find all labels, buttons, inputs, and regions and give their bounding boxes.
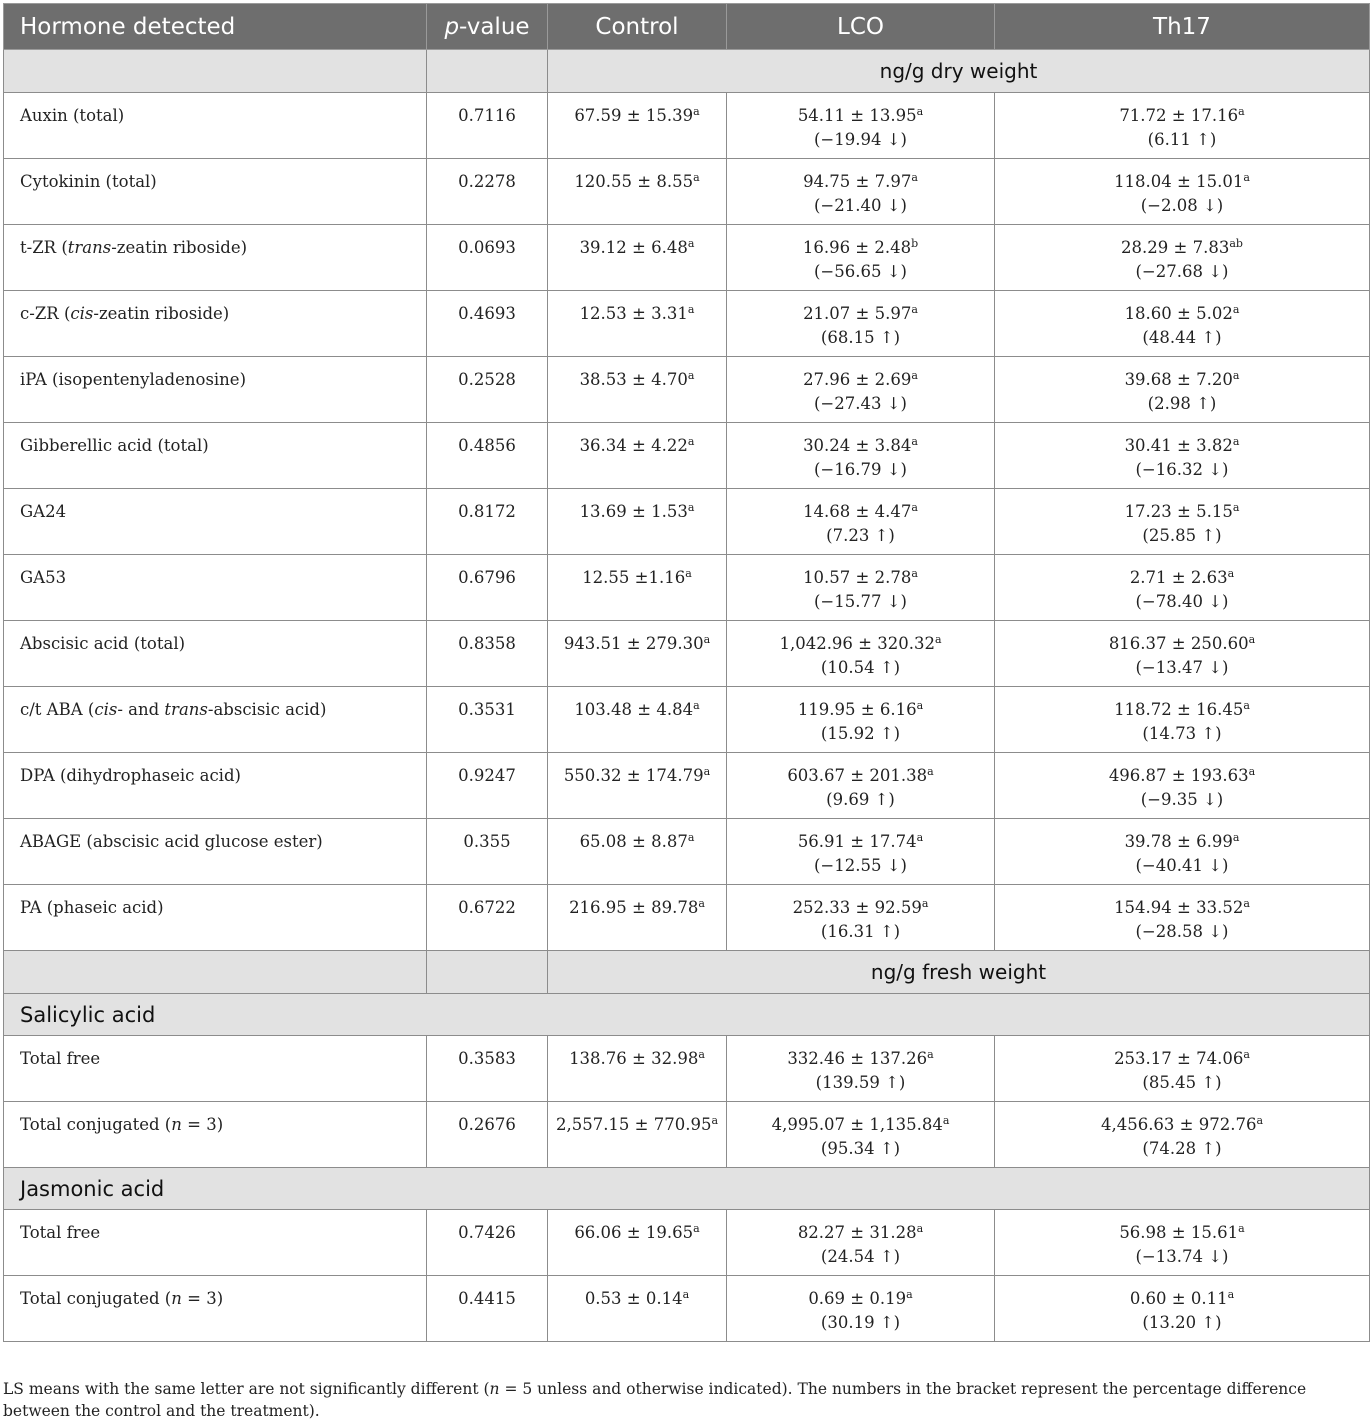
significance-letter: a: [1232, 435, 1240, 448]
p-value-cell: 0.8358: [427, 621, 548, 687]
hormone-name-text: t-ZR (: [20, 238, 68, 257]
lco-cell: [727, 819, 995, 885]
lco-value: 0.69 ± 0.19: [808, 1289, 907, 1308]
footnote-italic: n: [489, 1380, 500, 1398]
p-value-cell: 0.3583: [427, 1036, 548, 1102]
hormone-name: [4, 225, 427, 291]
th17-percent-diff: (25.85 ↑): [1142, 526, 1222, 545]
hormone-name-text: Total free: [20, 1049, 101, 1068]
lco-percent-diff: (−16.79 ↓): [813, 460, 907, 479]
th17-cell: [995, 621, 1370, 687]
hormone-name-text: - and: [117, 700, 165, 719]
p-value-cell: 0.8172: [427, 489, 548, 555]
lco-cell: [727, 1102, 995, 1168]
control-value: 2,557.15 ± 770.95: [555, 1115, 712, 1134]
significance-letter: a: [1256, 1114, 1264, 1127]
section-title: Jasmonic acid: [4, 1168, 1370, 1210]
significance-letter: a: [687, 369, 695, 382]
hormone-name-text: Cytokinin (total): [20, 172, 157, 191]
section-title: Salicylic acid: [4, 994, 1370, 1036]
hormone-table: [3, 3, 1370, 1342]
control-value: 36.34 ± 4.22: [579, 436, 688, 455]
th17-cell: [995, 819, 1370, 885]
control-cell: [548, 93, 727, 159]
lco-value: 54.11 ± 13.95: [797, 106, 917, 125]
hormone-name-italic: cis: [70, 304, 94, 323]
th17-value: 71.72 ± 17.16: [1119, 106, 1239, 125]
significance-letter: a: [698, 897, 705, 910]
header-th17: Th17: [995, 4, 1370, 50]
hormone-name-text: = 3): [181, 1115, 224, 1134]
significance-letter: a: [911, 435, 918, 448]
th17-cell: [995, 159, 1370, 225]
hormone-name: [4, 159, 427, 225]
th17-percent-diff: (13.20 ↑): [1142, 1313, 1222, 1332]
significance-letter: a: [693, 105, 700, 118]
th17-value: 118.72 ± 16.45: [1114, 700, 1244, 719]
significance-letter: a: [1243, 897, 1250, 910]
control-value: 550.32 ± 174.79: [563, 766, 704, 785]
th17-cell: [995, 555, 1370, 621]
lco-cell: [727, 423, 995, 489]
th17-cell: [995, 885, 1370, 951]
lco-cell: [727, 1036, 995, 1102]
control-cell: [548, 753, 727, 819]
lco-cell: [727, 687, 995, 753]
th17-value: 2.71 ± 2.63: [1129, 568, 1228, 587]
control-cell: [548, 1102, 727, 1168]
control-cell: [548, 423, 727, 489]
lco-percent-diff: (139.59 ↑): [815, 1073, 906, 1092]
lco-percent-diff: (7.23 ↑): [826, 526, 895, 545]
table-row: [4, 225, 1370, 291]
hormone-name: [4, 357, 427, 423]
significance-letter: a: [1232, 303, 1240, 316]
th17-value: 118.04 ± 15.01: [1114, 172, 1244, 191]
lco-percent-diff: (24.54 ↑): [820, 1247, 901, 1266]
lco-percent-diff: (−19.94 ↓): [813, 130, 907, 149]
hormone-name: [4, 753, 427, 819]
lco-value: 332.46 ± 137.26: [787, 1049, 928, 1068]
control-cell: [548, 291, 727, 357]
lco-value: 94.75 ± 7.97: [803, 172, 912, 191]
control-value: 66.06 ± 19.65: [574, 1223, 694, 1242]
table-row: [4, 753, 1370, 819]
significance-letter: a: [693, 699, 700, 712]
table-body: [4, 50, 1370, 1342]
th17-value: 253.17 ± 74.06: [1114, 1049, 1244, 1068]
control-cell: [548, 555, 727, 621]
control-cell: [548, 489, 727, 555]
hormone-name-text: Gibberellic acid (total): [20, 436, 209, 455]
significance-letter: a: [934, 633, 942, 646]
th17-percent-diff: (74.28 ↑): [1142, 1139, 1222, 1158]
hormone-name-italic: cis: [94, 700, 118, 719]
lco-cell: [727, 885, 995, 951]
th17-percent-diff: (85.45 ↑): [1142, 1073, 1222, 1092]
significance-letter: a: [916, 699, 924, 712]
header-hormone: Hormone detected: [4, 4, 427, 50]
th17-percent-diff: (−16.32 ↓): [1135, 460, 1229, 479]
hormone-name-text: GA24: [20, 502, 67, 521]
control-value: 65.08 ± 8.87: [579, 832, 688, 851]
lco-value: 10.57 ± 2.78: [803, 568, 912, 587]
unit-blank-cell: [4, 951, 427, 994]
hormone-name-text: ABAGE (abscisic acid glucose ester): [20, 832, 323, 851]
control-value: 120.55 ± 8.55: [574, 172, 694, 191]
unit-blank-cell: [4, 50, 427, 93]
th17-value: 496.87 ± 193.63: [1108, 766, 1249, 785]
significance-letter: a: [698, 1048, 705, 1061]
table-row: [4, 555, 1370, 621]
hormone-name-text: Total free: [20, 1223, 101, 1242]
significance-letter: a: [703, 765, 711, 778]
th17-cell: [995, 1276, 1370, 1342]
control-value: 12.55 ±1.16: [582, 568, 686, 587]
lco-value: 4,995.07 ± 1,135.84: [771, 1115, 943, 1134]
control-value: 13.69 ± 1.53: [579, 502, 688, 521]
control-value: 39.12 ± 6.48: [579, 238, 688, 257]
hormone-name: [4, 423, 427, 489]
table-row: [4, 819, 1370, 885]
th17-percent-diff: (−40.41 ↓): [1135, 856, 1229, 875]
control-value: 216.95 ± 89.78: [569, 898, 699, 917]
significance-letter: a: [687, 831, 695, 844]
control-value: 38.53 ± 4.70: [579, 370, 688, 389]
unit-row: [4, 50, 1370, 93]
significance-letter: a: [687, 501, 695, 514]
hormone-name-text: c-ZR (: [20, 304, 71, 323]
hormone-name-italic: trans: [67, 238, 112, 257]
lco-percent-diff: (30.19 ↑): [820, 1313, 901, 1332]
th17-value: 30.41 ± 3.82: [1124, 436, 1233, 455]
lco-cell: [727, 489, 995, 555]
hormone-name-text: GA53: [20, 568, 67, 587]
significance-letter: a: [906, 1288, 913, 1301]
hormone-name: [4, 489, 427, 555]
table-row: [4, 687, 1370, 753]
header-control: Control: [548, 4, 727, 50]
table-row: [4, 621, 1370, 687]
p-value-cell: 0.355: [427, 819, 548, 885]
significance-letter: a: [682, 1288, 690, 1301]
table-row: [4, 1036, 1370, 1102]
section-row: [4, 1168, 1370, 1210]
th17-percent-diff: (−28.58 ↓): [1135, 922, 1229, 941]
lco-value: 252.33 ± 92.59: [792, 898, 922, 917]
header-lco: LCO: [727, 4, 995, 50]
table-row: [4, 93, 1370, 159]
hormone-name-text: iPA (isopentenyladenosine): [20, 370, 247, 389]
hormone-name: [4, 1102, 427, 1168]
significance-letter: a: [687, 435, 695, 448]
p-value-cell: 0.4856: [427, 423, 548, 489]
significance-letter: b: [911, 237, 919, 250]
significance-letter: a: [1243, 699, 1250, 712]
lco-value: 14.68 ± 4.47: [803, 502, 912, 521]
th17-cell: [995, 423, 1370, 489]
p-value-cell: 0.2676: [427, 1102, 548, 1168]
significance-letter: a: [911, 501, 918, 514]
th17-value: 18.60 ± 5.02: [1124, 304, 1233, 323]
significance-letter: a: [1227, 567, 1235, 580]
lco-cell: [727, 753, 995, 819]
lco-cell: [727, 159, 995, 225]
th17-cell: [995, 93, 1370, 159]
control-value: 138.76 ± 32.98: [569, 1049, 699, 1068]
th17-value: 39.78 ± 6.99: [1124, 832, 1233, 851]
th17-value: 816.37 ± 250.60: [1108, 634, 1249, 653]
lco-value: 16.96 ± 2.48: [802, 238, 912, 257]
significance-letter: a: [1238, 105, 1245, 118]
control-cell: [548, 885, 727, 951]
significance-letter: a: [1248, 765, 1256, 778]
lco-value: 30.24 ± 3.84: [803, 436, 912, 455]
significance-letter: a: [911, 171, 918, 184]
significance-letter: ab: [1229, 237, 1243, 250]
p-value-cell: 0.7116: [427, 93, 548, 159]
significance-letter: a: [1248, 633, 1256, 646]
th17-value: 56.98 ± 15.61: [1119, 1223, 1239, 1242]
significance-letter: a: [711, 1114, 719, 1127]
lco-percent-diff: (16.31 ↑): [820, 922, 901, 941]
control-value: 943.51 ± 279.30: [563, 634, 704, 653]
th17-cell: [995, 489, 1370, 555]
header-row: [4, 4, 1370, 50]
th17-percent-diff: (−2.08 ↓): [1140, 196, 1224, 215]
hormone-name-text: DPA (dihydrophaseic acid): [20, 766, 241, 785]
significance-letter: a: [1238, 1222, 1245, 1235]
hormone-name-text: -abscisic acid): [207, 700, 327, 719]
th17-cell: [995, 225, 1370, 291]
th17-percent-diff: (−78.40 ↓): [1135, 592, 1229, 611]
hormone-name-text: -zeatin riboside): [111, 238, 248, 257]
th17-cell: [995, 291, 1370, 357]
lco-cell: [727, 225, 995, 291]
control-value: 67.59 ± 15.39: [574, 106, 694, 125]
th17-percent-diff: (−27.68 ↓): [1135, 262, 1229, 281]
p-value-cell: 0.2278: [427, 159, 548, 225]
control-cell: [548, 357, 727, 423]
lco-percent-diff: (68.15 ↑): [820, 328, 901, 347]
significance-letter: a: [916, 831, 924, 844]
table-row: [4, 1276, 1370, 1342]
hormone-name-text: PA (phaseic acid): [20, 898, 164, 917]
lco-value: 119.95 ± 6.16: [797, 700, 917, 719]
significance-letter: a: [687, 237, 695, 250]
th17-value: 0.60 ± 0.11: [1129, 1289, 1228, 1308]
control-cell: [548, 819, 727, 885]
hormone-name: [4, 555, 427, 621]
control-cell: [548, 1276, 727, 1342]
lco-cell: [727, 621, 995, 687]
th17-percent-diff: (14.73 ↑): [1142, 724, 1222, 743]
th17-percent-diff: (−13.47 ↓): [1135, 658, 1229, 677]
lco-value: 82.27 ± 31.28: [797, 1223, 917, 1242]
control-value: 103.48 ± 4.84: [574, 700, 694, 719]
lco-percent-diff: (−12.55 ↓): [813, 856, 907, 875]
unit-blank-cell: [427, 951, 548, 994]
significance-letter: a: [693, 1222, 700, 1235]
control-cell: [548, 687, 727, 753]
footnote-text-end: = 5 unless and otherwise indicated). The numbers in the bracket represent the percentage difference between the control and the treatment).: [3, 1380, 1307, 1420]
hormone-name-text: = 3): [181, 1289, 224, 1308]
significance-letter: a: [685, 567, 692, 580]
significance-letter: a: [1227, 1288, 1235, 1301]
hormone-name: [4, 1210, 427, 1276]
th17-cell: [995, 357, 1370, 423]
lco-cell: [727, 357, 995, 423]
table-row: [4, 357, 1370, 423]
header-p-value: p-value: [427, 4, 548, 50]
significance-letter: a: [1243, 171, 1250, 184]
table-footnote: [3, 1378, 1369, 1422]
lco-value: 603.67 ± 201.38: [787, 766, 928, 785]
table-row: [4, 885, 1370, 951]
hormone-name: [4, 1276, 427, 1342]
th17-value: 17.23 ± 5.15: [1124, 502, 1233, 521]
th17-percent-diff: (6.11 ↑): [1147, 130, 1217, 149]
table-row: [4, 1102, 1370, 1168]
lco-cell: [727, 1210, 995, 1276]
th17-value: 4,456.63 ± 972.76: [1100, 1115, 1257, 1134]
significance-letter: a: [1232, 831, 1240, 844]
hormone-name: [4, 1036, 427, 1102]
lco-percent-diff: (9.69 ↑): [826, 790, 895, 809]
control-cell: [548, 621, 727, 687]
p-value-cell: 0.9247: [427, 753, 548, 819]
hormone-name-text: Total conjugated (: [20, 1115, 172, 1134]
p-value-cell: 0.6796: [427, 555, 548, 621]
p-value-cell: 0.4415: [427, 1276, 548, 1342]
significance-letter: a: [942, 1114, 950, 1127]
hormone-name: [4, 291, 427, 357]
table-row: [4, 489, 1370, 555]
p-value-cell: 0.3531: [427, 687, 548, 753]
th17-percent-diff: (48.44 ↑): [1142, 328, 1222, 347]
footnote-text-start: LS means with the same letter are not significantly different (: [3, 1380, 490, 1398]
p-value-cell: 0.0693: [427, 225, 548, 291]
significance-letter: a: [916, 1222, 924, 1235]
th17-cell: [995, 1036, 1370, 1102]
lco-percent-diff: (−21.40 ↓): [813, 196, 907, 215]
hormone-name-text: c/t ABA (: [20, 700, 95, 719]
table-row: [4, 159, 1370, 225]
p-value-cell: 0.4693: [427, 291, 548, 357]
section-row: [4, 994, 1370, 1036]
significance-letter: a: [911, 567, 918, 580]
lco-percent-diff: (15.92 ↑): [820, 724, 901, 743]
significance-letter: a: [693, 171, 700, 184]
p-value-cell: 0.7426: [427, 1210, 548, 1276]
th17-cell: [995, 1102, 1370, 1168]
unit-label: ng/g dry weight: [548, 50, 1370, 93]
hormone-name: [4, 885, 427, 951]
lco-value: 56.91 ± 17.74: [797, 832, 917, 851]
lco-percent-diff: (10.54 ↑): [820, 658, 901, 677]
th17-cell: [995, 687, 1370, 753]
lco-percent-diff: (−56.65 ↓): [813, 262, 907, 281]
control-cell: [548, 1210, 727, 1276]
table-row: [4, 291, 1370, 357]
hormone-name: [4, 687, 427, 753]
control-cell: [548, 1036, 727, 1102]
th17-value: 28.29 ± 7.83: [1121, 238, 1230, 257]
hormone-name-text: Abscisic acid (total): [20, 634, 186, 653]
hormone-name-text: Auxin (total): [20, 106, 125, 125]
lco-value: 21.07 ± 5.97: [803, 304, 912, 323]
significance-letter: a: [911, 369, 918, 382]
unit-blank-cell: [427, 50, 548, 93]
th17-value: 154.94 ± 33.52: [1114, 898, 1244, 917]
lco-cell: [727, 1276, 995, 1342]
hormone-name: [4, 621, 427, 687]
significance-letter: a: [1232, 501, 1240, 514]
lco-cell: [727, 291, 995, 357]
significance-letter: a: [927, 765, 934, 778]
hormone-name-text: -zeatin riboside): [93, 304, 230, 323]
unit-label: ng/g fresh weight: [548, 951, 1370, 994]
hormone-name-italic: trans: [164, 700, 208, 719]
hormone-name-text: Total conjugated (: [20, 1289, 172, 1308]
significance-letter: a: [921, 897, 929, 910]
hormone-table-container: [3, 3, 1369, 1342]
lco-percent-diff: (95.34 ↑): [820, 1139, 901, 1158]
hormone-name-italic: n: [171, 1115, 182, 1134]
control-cell: [548, 159, 727, 225]
lco-value: 27.96 ± 2.69: [803, 370, 912, 389]
table-row: [4, 423, 1370, 489]
th17-percent-diff: (2.98 ↑): [1147, 394, 1217, 413]
lco-cell: [727, 93, 995, 159]
significance-letter: a: [1232, 369, 1240, 382]
p-value-cell: 0.2528: [427, 357, 548, 423]
significance-letter: a: [1243, 1048, 1250, 1061]
th17-cell: [995, 753, 1370, 819]
control-value: 0.53 ± 0.14: [584, 1289, 683, 1308]
significance-letter: a: [911, 303, 918, 316]
lco-percent-diff: (−27.43 ↓): [813, 394, 907, 413]
significance-letter: a: [687, 303, 695, 316]
th17-value: 39.68 ± 7.20: [1124, 370, 1233, 389]
hormone-name-italic: n: [171, 1289, 182, 1308]
control-cell: [548, 225, 727, 291]
p-value-cell: 0.6722: [427, 885, 548, 951]
lco-cell: [727, 555, 995, 621]
unit-row: [4, 951, 1370, 994]
significance-letter: a: [927, 1048, 934, 1061]
hormone-name: [4, 93, 427, 159]
th17-percent-diff: (−9.35 ↓): [1140, 790, 1224, 809]
hormone-name: [4, 819, 427, 885]
table-row: [4, 1210, 1370, 1276]
th17-cell: [995, 1210, 1370, 1276]
significance-letter: a: [703, 633, 711, 646]
lco-value: 1,042.96 ± 320.32: [779, 634, 935, 653]
th17-percent-diff: (−13.74 ↓): [1135, 1247, 1229, 1266]
control-value: 12.53 ± 3.31: [579, 304, 688, 323]
lco-percent-diff: (−15.77 ↓): [813, 592, 907, 611]
significance-letter: a: [916, 105, 924, 118]
